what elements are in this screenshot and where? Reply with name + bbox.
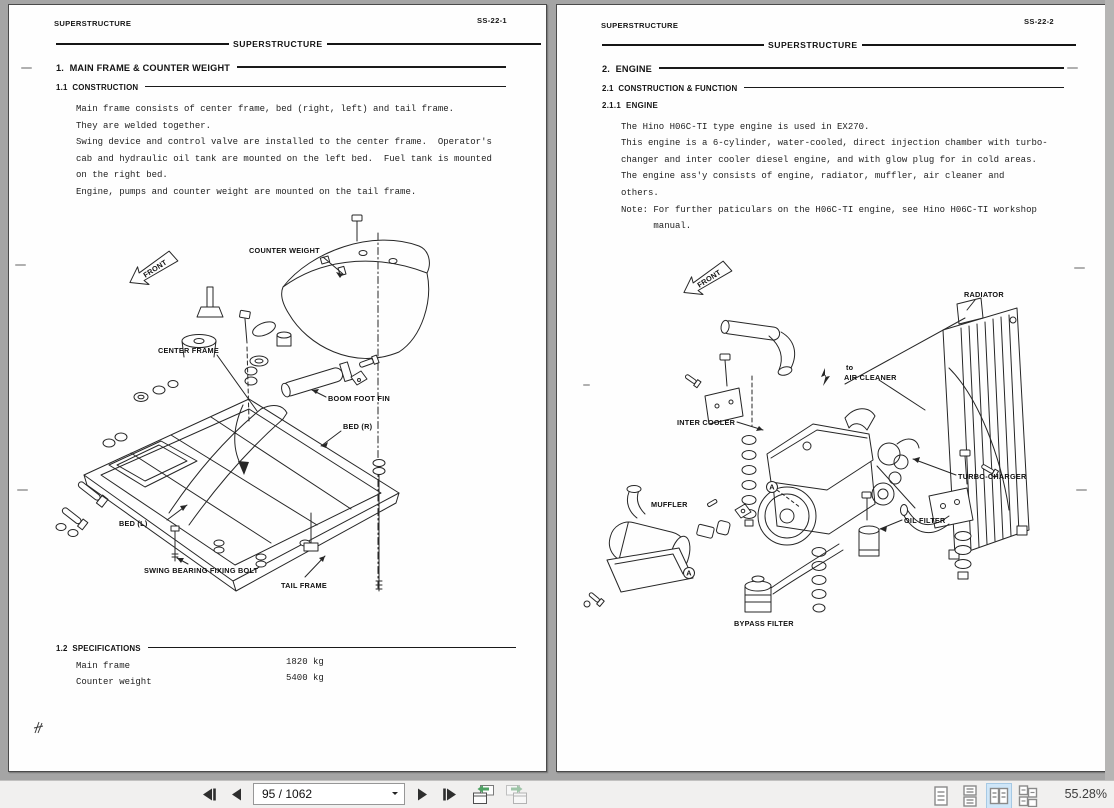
two-page-view-button[interactable]: [986, 783, 1012, 808]
body-line: others.: [621, 188, 659, 198]
label-tail-frame: TAIL FRAME: [281, 581, 328, 590]
next-view-button[interactable]: [503, 783, 529, 805]
engine-exploded-diagram: [577, 258, 1089, 650]
body-line: changer and inter cooler diesel engine, and with glow plug for in cold areas.: [621, 155, 1037, 165]
section-2-heading-row: [602, 64, 1064, 74]
scan-mark: [583, 384, 590, 386]
section-2-1-heading-row: [602, 84, 1064, 93]
last-page-button[interactable]: [439, 783, 461, 805]
spec-row-label: Main frame: [76, 661, 131, 671]
body-line: Swing device and control valve are installed to the center frame. Operator's: [76, 137, 492, 147]
banner-title: SUPERSTRUCTURE: [233, 39, 323, 49]
label-boom-foot-fin: BOOM FOOT FIN: [328, 394, 391, 403]
section-1-2-heading-row: [56, 644, 516, 653]
air-intake-pipe-part: [720, 318, 965, 426]
first-page-icon: [200, 787, 217, 802]
label-center-frame: CENTER FRAME: [158, 346, 219, 355]
page-navigation-cluster: [197, 783, 529, 805]
page-layout-cluster: [928, 783, 1041, 808]
section-2-1-heading: 2.1 CONSTRUCTION & FUNCTION: [602, 84, 738, 93]
two-page-continuous-view-icon: [1017, 785, 1039, 807]
swing-bolt-part: [171, 526, 179, 561]
next-view-icon: [504, 784, 528, 805]
section-1-heading-row: [56, 63, 506, 73]
label-counter-weight: COUNTER WEIGHT: [249, 246, 320, 255]
svg-text:FRONT: FRONT: [141, 257, 169, 280]
front-direction-arrow: [125, 247, 180, 293]
next-page-button[interactable]: [413, 783, 431, 805]
page-left: [8, 4, 547, 772]
body-line: cab and hydraulic oil tank are mounted on the left bed. Fuel tank is mounted: [76, 154, 492, 164]
banner-rule-left: [602, 44, 764, 47]
label-air-cleaner: AIR CLEANER: [844, 373, 897, 382]
label-bed-r: BED (R): [343, 422, 373, 431]
previous-page-button[interactable]: [227, 783, 245, 805]
scan-mark: [1074, 267, 1085, 269]
banner-rule-right: [862, 44, 1076, 47]
first-page-button[interactable]: [197, 783, 219, 805]
scan-mark: [15, 264, 26, 266]
continuous-view-icon: [959, 785, 981, 807]
section-1-1-heading-row: [56, 83, 506, 92]
previous-view-button[interactable]: [471, 783, 497, 805]
page-right: [556, 4, 1106, 772]
heading-rule: [659, 67, 1064, 69]
section-1-2-heading: 1.2 SPECIFICATIONS: [56, 644, 141, 653]
heading-rule: [148, 647, 516, 649]
two-page-view-icon: [988, 785, 1010, 807]
two-page-continuous-view-button[interactable]: [1015, 783, 1041, 808]
spec-row-value: 5400 kg: [286, 673, 324, 683]
ink-smudge: [33, 721, 45, 735]
banner-rule-left: [56, 43, 229, 46]
oil-filter-part: [859, 492, 879, 556]
body-line: Note: For further paticulars on the H06C-TI engine, see Hino H06C-TI workshop: [621, 205, 1037, 215]
svg-text:FRONT: FRONT: [695, 267, 723, 290]
running-header-left: SUPERSTRUCTURE: [54, 19, 132, 28]
chapter-banner: [56, 39, 541, 49]
body-line: They are welded together.: [76, 121, 212, 131]
svg-text:A: A: [769, 482, 775, 492]
page-code: SS-22-2: [1024, 17, 1054, 26]
label-muffler: MUFFLER: [651, 500, 688, 509]
label-radiator: RADIATOR: [964, 290, 1004, 299]
label-bypass-filter: BYPASS FILTER: [734, 619, 794, 628]
previous-page-icon: [230, 787, 243, 802]
heading-rule: [145, 86, 506, 88]
body-line: Engine, pumps and counter weight are mounted on the tail frame.: [76, 187, 417, 197]
bypass-filter-part: [745, 544, 843, 612]
body-line: Main frame consists of center frame, bed (right, left) and tail frame.: [76, 104, 455, 114]
continuous-view-button[interactable]: [957, 783, 983, 808]
body-line: The engine ass'y consists of engine, radiator, muffler, air cleaner and: [621, 171, 1005, 181]
body-line: This engine is a 6-cylinder, water-cooled, direct injection chamber with turbo-: [621, 138, 1048, 148]
engine-block-part: [758, 409, 919, 545]
section-2-heading: 2. ENGINE: [602, 64, 652, 74]
scan-mark: [1076, 489, 1087, 491]
svg-text:A: A: [686, 568, 692, 578]
heading-rule: [237, 66, 506, 68]
section-2-1-1-heading: 2.1.1 ENGINE: [602, 101, 659, 110]
section-1-1-heading: 1.1 CONSTRUCTION: [56, 83, 139, 92]
chevron-down-icon[interactable]: [392, 792, 398, 798]
spec-row-value: 1820 kg: [286, 657, 324, 667]
fixing-bolt-part: [373, 460, 385, 592]
label-oil-filter: OIL FILTER: [904, 516, 946, 525]
banner-rule-right: [327, 43, 541, 46]
label-inter-cooler: INTER COOLER: [677, 418, 736, 427]
label-to: to: [846, 363, 854, 372]
detail-a-callout: [684, 568, 695, 579]
label-bed-l: BED (L): [119, 519, 148, 528]
section-1-heading: 1. MAIN FRAME & COUNTER WEIGHT: [56, 63, 231, 73]
single-page-view-button[interactable]: [928, 783, 954, 808]
viewer-toolbar: [0, 780, 1114, 808]
front-direction-arrow: [679, 258, 734, 303]
body-line: The Hino H06C-TI type engine is used in EX270.: [621, 122, 870, 132]
spec-row-label: Counter weight: [76, 677, 152, 687]
zoom-level: 55.28%: [1064, 787, 1107, 801]
banner-title: SUPERSTRUCTURE: [768, 40, 858, 50]
main-frame-exploded-diagram: [21, 213, 537, 613]
single-page-view-icon: [930, 785, 952, 807]
body-line: manual.: [621, 221, 692, 231]
chapter-banner: [602, 40, 1076, 50]
counter-weight-part: [282, 215, 430, 358]
heading-rule: [744, 87, 1064, 89]
vertical-scrollbar[interactable]: [1105, 0, 1114, 781]
page-code: SS-22-1: [477, 16, 507, 25]
next-page-icon: [416, 787, 429, 802]
scan-mark: [17, 489, 28, 491]
label-swing-bearing-fixing-bolt: SWING BEARING FIXING BOLT: [144, 566, 259, 575]
body-line: on the right bed.: [76, 170, 168, 180]
page-number-value: 95 / 1062: [262, 787, 313, 801]
scan-mark: [21, 67, 32, 69]
label-turbo-charger: TURBO-CHARGER: [958, 472, 1027, 481]
scan-mark: [1067, 67, 1078, 69]
running-header-left: SUPERSTRUCTURE: [601, 21, 679, 30]
page-number-combobox[interactable]: [253, 783, 405, 805]
last-page-icon: [442, 787, 459, 802]
previous-view-icon: [472, 784, 496, 805]
